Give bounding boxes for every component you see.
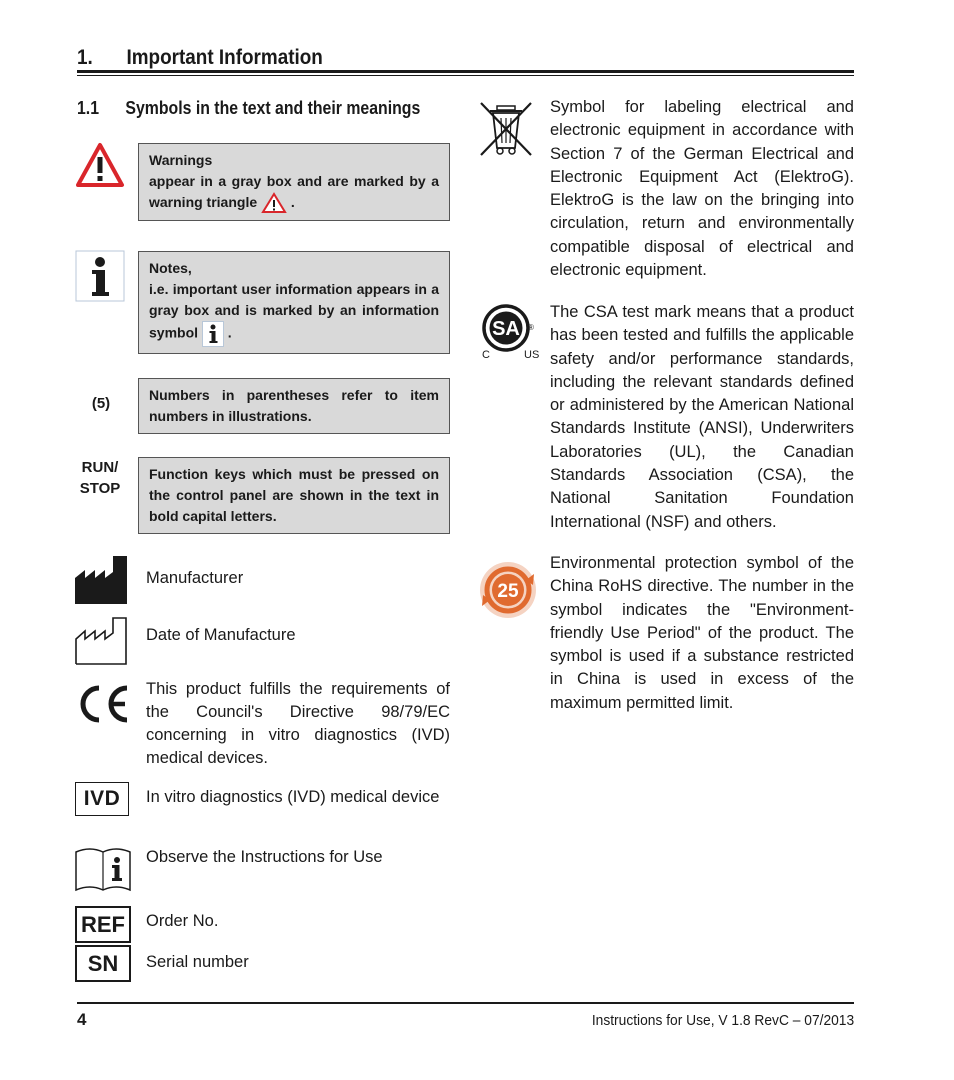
- header-rule: [77, 70, 854, 73]
- information-icon: [75, 250, 125, 302]
- notes-text: i.e. important user information appears in a gray box and is marked by an information symbol: [149, 281, 439, 341]
- numbers-box: [138, 378, 450, 434]
- notes-end: .: [227, 324, 232, 341]
- china-rohs-icon: [478, 560, 538, 620]
- function-key-line1: RUN/: [81, 459, 119, 476]
- ref-icon: REF: [75, 906, 131, 943]
- subsection-title: [77, 98, 420, 119]
- warnings-box: [138, 143, 450, 221]
- notes-box: [138, 251, 450, 354]
- csa-mark-icon: [478, 302, 544, 360]
- csa-us-label: US: [524, 349, 540, 360]
- csa-registered-mark: ®: [528, 323, 534, 332]
- date-of-manufacture-text: Date of Manufacture: [146, 626, 296, 644]
- warnings-end: .: [290, 194, 295, 210]
- warning-triangle-small-icon: [261, 192, 287, 214]
- ce-text: This product fulfills the requirements of the Council's Directive 98/79/EC concerning in vitro diagnostics (IVD) medical devices.: [146, 680, 450, 767]
- csa-letters: SA: [492, 318, 520, 340]
- serial-number-icon: SN: [75, 945, 131, 982]
- page-number: 4: [77, 1010, 87, 1029]
- ref-text: Order No.: [146, 912, 219, 930]
- information-small-icon: [202, 321, 224, 347]
- csa-c-label: C: [482, 349, 490, 360]
- warnings-text: appear in a gray box and are marked by a warning triangle: [149, 173, 439, 210]
- footer-rule: [77, 1002, 854, 1004]
- item-number-example: (5): [91, 395, 111, 412]
- rohs-text: Environmental protection symbol of the China RoHS directive. The number in the symbol indicates the "Environment-friendly Use Period" of the product. The symbol is used if a substance restricted in China is used in excess of the maximum permitted limit.: [550, 554, 854, 712]
- notes-title: Notes,: [149, 260, 192, 276]
- section-title: [77, 46, 323, 70]
- function-keys-text: Function keys which must be pressed on the control panel are shown in the text in bold capital letters.: [149, 466, 439, 524]
- warning-triangle-icon: [75, 142, 125, 188]
- date-of-manufacture-icon: [75, 617, 127, 665]
- csa-text: The CSA test mark means that a product has been tested and fulfills the applicable safety and/or performance standards, including the relevant standards defined or administered by the American National Standards Institute (ANSI), Underwriters Laboratories (UL), the Canadian Standards Association (CSA), the National Sanitation Foundation International (NSF) and others.: [550, 303, 854, 531]
- weee-text: Symbol for labeling electrical and electronic equipment in accordance with Section 7 of the German Electrical and Electronic Equipment Act (ElektroG). ElektroG is the law on the bringing into circulation, return and environmentally compatible disposal of electrical and electronic equipment.: [550, 98, 854, 280]
- ifu-text: Observe the Instructions for Use: [146, 848, 383, 866]
- document-version: Instructions for Use, V 1.8 RevC – 07/2013: [591, 1012, 854, 1029]
- manufacturer-text: Manufacturer: [146, 569, 244, 587]
- subsection-number: 1.1: [77, 98, 100, 118]
- function-key-line2: STOP: [79, 480, 121, 497]
- manufacturer-icon: [75, 556, 127, 604]
- section-number: 1.: [77, 46, 93, 69]
- header-rule-thin: [77, 75, 854, 76]
- subsection-title-text: Symbols in the text and their meanings: [125, 98, 421, 118]
- sn-text: Serial number: [146, 953, 249, 971]
- ivd-icon: IVD: [75, 782, 129, 816]
- rohs-period-number: 25: [497, 581, 519, 602]
- warnings-title: Warnings: [149, 152, 213, 168]
- weee-crossed-bin-icon: [478, 100, 534, 158]
- ivd-text: In vitro diagnostics (IVD) medical device: [146, 788, 440, 806]
- function-key-example: [78, 457, 122, 499]
- instructions-for-use-icon: [75, 846, 131, 892]
- section-title-text: Important Information: [126, 46, 323, 69]
- function-keys-box: [138, 457, 450, 534]
- ce-mark-icon: [75, 682, 131, 726]
- numbers-text: Numbers in parentheses refer to item numbers in illustrations.: [149, 387, 439, 424]
